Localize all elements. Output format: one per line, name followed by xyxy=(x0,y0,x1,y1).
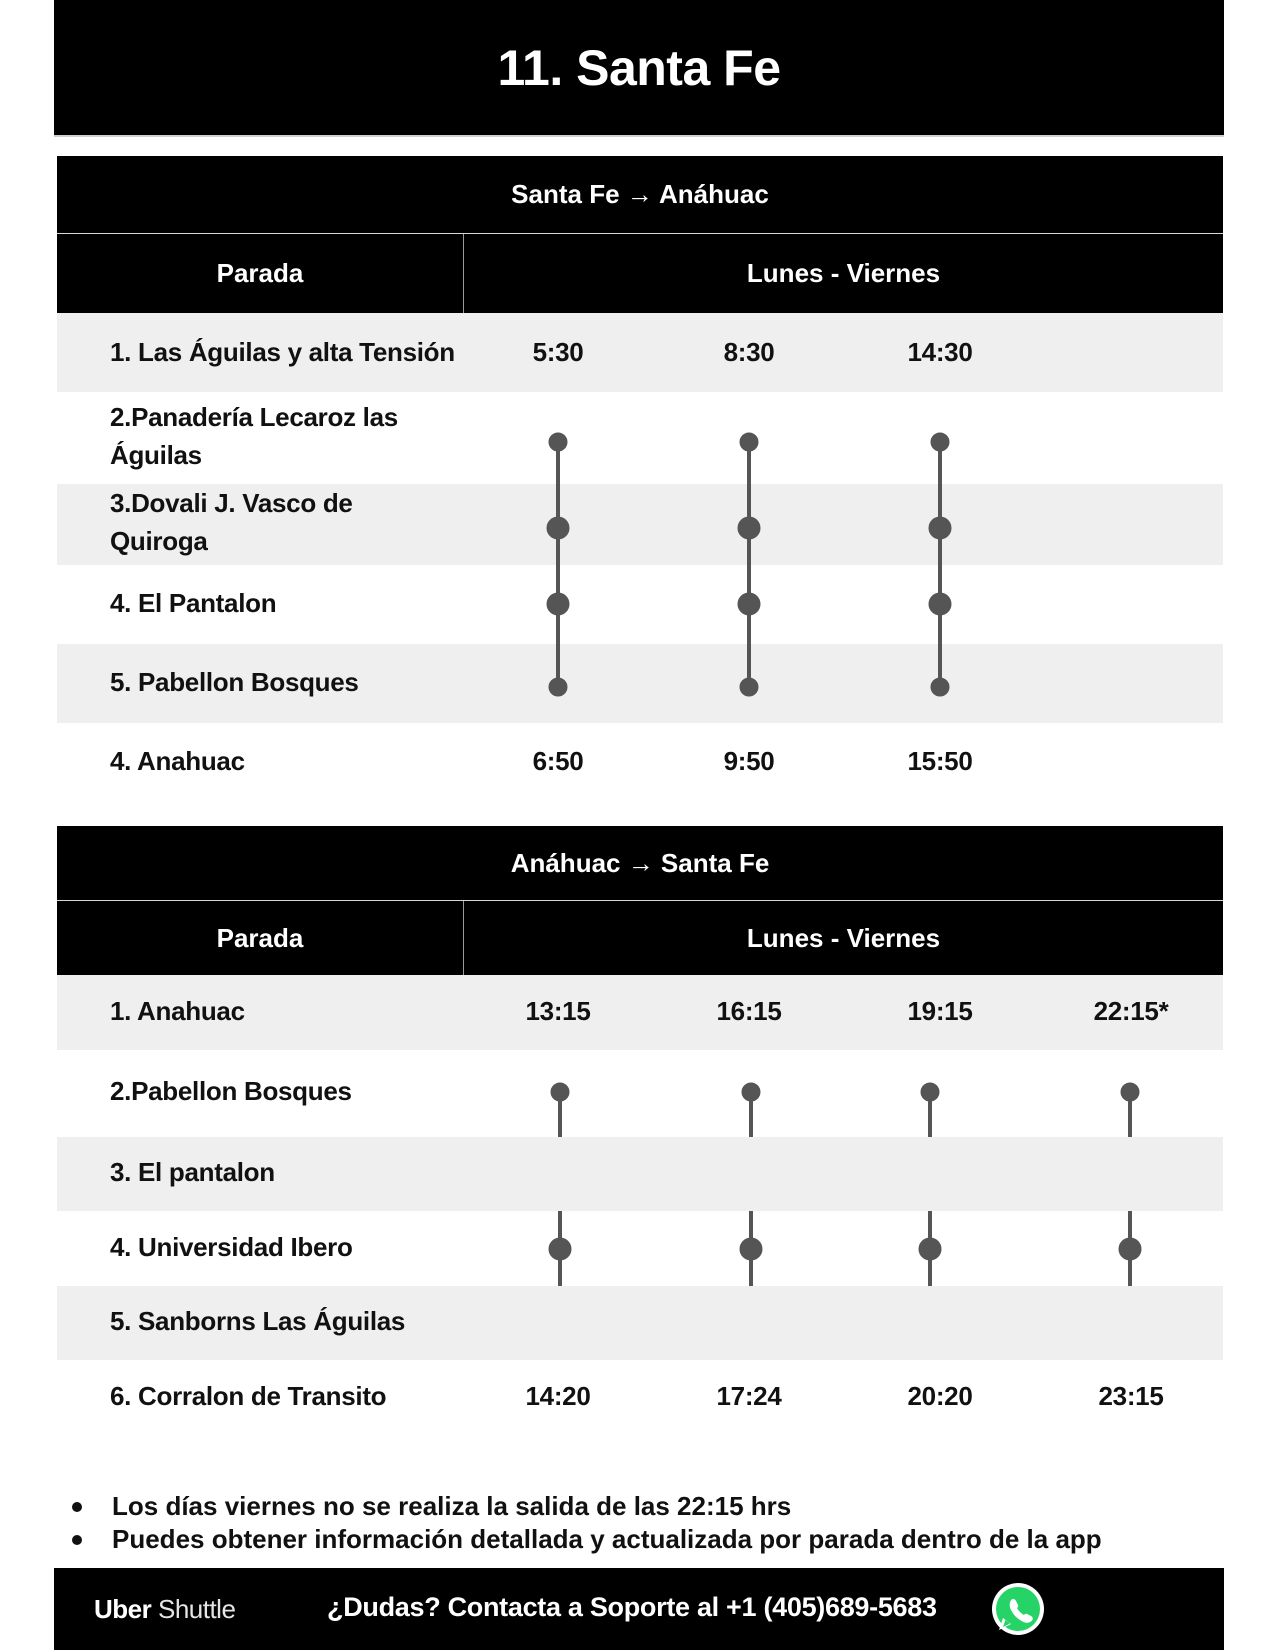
stop-name: 4. Anahuac xyxy=(110,746,245,776)
departure-time: 5:30 xyxy=(532,337,584,367)
departure-time: 19:15 xyxy=(907,996,973,1026)
stop-name: 4. Universidad Ibero xyxy=(110,1232,353,1262)
arrival-time: 15:50 xyxy=(907,746,973,776)
uber-shuttle-logo xyxy=(94,1594,235,1625)
departure-time: 22:15* xyxy=(1093,996,1169,1026)
stop-name: 3. El pantalon xyxy=(110,1157,275,1187)
bullet-icon xyxy=(72,1535,82,1545)
stop-name: 4. El Pantalon xyxy=(110,588,277,618)
note-text: Puedes obtener información detallada y actualizada por parada dentro de la app xyxy=(112,1524,1102,1554)
bullet-icon xyxy=(72,1502,82,1512)
stop-marker-column xyxy=(738,433,760,696)
stop-name: 5. Sanborns Las Águilas xyxy=(110,1306,406,1336)
notes-list xyxy=(72,1490,1102,1556)
page-title: 11. Santa Fe xyxy=(54,0,1224,135)
route-header: Anáhuac → Santa Fe xyxy=(57,826,1223,900)
note-text: Los días viernes no se realiza la salida de las 22:15 hrs xyxy=(112,1491,792,1521)
stop-name: 1. Anahuac xyxy=(110,996,245,1026)
column-header-days: Lunes - Viernes xyxy=(464,901,1223,975)
departure-time: 14:30 xyxy=(907,337,973,367)
arrival-time: 14:20 xyxy=(525,1381,591,1411)
arrival-time: 23:15 xyxy=(1098,1381,1164,1411)
stop-name: 3.Dovali J. Vasco de Quiroga xyxy=(110,488,353,556)
stop-name: 1. Las Águilas y alta Tensión xyxy=(110,337,455,367)
stop-marker-column xyxy=(547,433,569,696)
arrival-time: 20:20 xyxy=(907,1381,973,1411)
stop-name: 2.Panadería Lecaroz las Águilas xyxy=(110,402,398,470)
support-contact[interactable]: ¿Dudas? Contacta a Soporte al +1 (405)689-5683 xyxy=(327,1592,937,1622)
arrival-time: 6:50 xyxy=(532,746,584,776)
footer xyxy=(54,1568,1224,1650)
column-header-stop: Parada xyxy=(57,901,463,975)
arrival-time: 9:50 xyxy=(723,746,775,776)
route-header: Santa Fe → Anáhuac xyxy=(57,156,1223,233)
brand-product: Shuttle xyxy=(151,1594,236,1624)
arrival-time: 17:24 xyxy=(716,1381,782,1411)
stop-name: 6. Corralon de Transito xyxy=(110,1381,387,1411)
list-item xyxy=(72,1490,1102,1523)
departure-time: 16:15 xyxy=(716,996,782,1026)
column-header-stop: Parada xyxy=(57,234,463,313)
departure-time: 8:30 xyxy=(723,337,775,367)
departure-time: 13:15 xyxy=(525,996,591,1026)
stop-name: 2.Pabellon Bosques xyxy=(110,1076,352,1106)
stop-marker-column xyxy=(929,433,951,696)
whatsapp-icon[interactable] xyxy=(989,1580,1047,1643)
stop-name: 5. Pabellon Bosques xyxy=(110,667,359,697)
brand-name: Uber xyxy=(94,1594,152,1624)
list-item xyxy=(72,1523,1102,1556)
column-header-days: Lunes - Viernes xyxy=(464,234,1223,313)
